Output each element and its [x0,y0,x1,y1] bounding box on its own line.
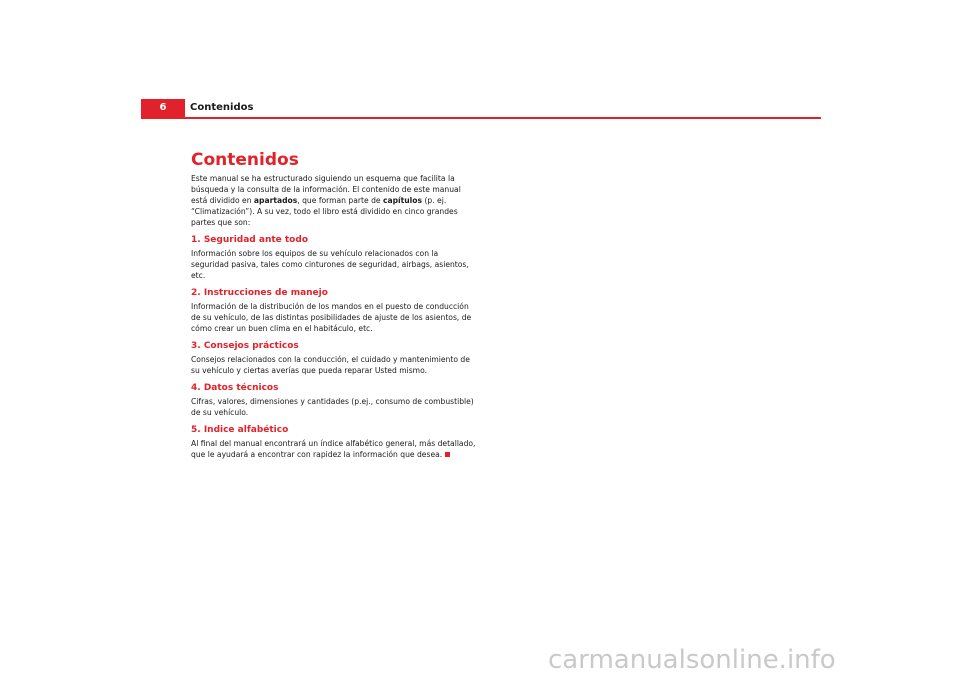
page-header [141,99,821,117]
section-body-5-paragraph [191,438,477,460]
intro-paragraph [191,173,477,228]
page-title: Contenidos [191,150,299,170]
end-of-section-marker-icon [445,452,450,457]
intro-text-b: , que forman parte de [297,196,383,205]
intro-bold-capitulos: capítulos [382,196,423,205]
section-heading-3: 3. Consejos prácticos [191,341,299,351]
header-title: Contenidos [190,102,254,113]
section-heading-1: 1. Seguridad ante todo [191,235,308,245]
header-rule [141,117,821,119]
intro-text-c: (p. ej. “Climatización”). A su vez, todo el libro está dividido en cinco grandes partes que son: [191,196,458,227]
section-body-4: Cifras, valores, dimensiones y cantidades (p.ej., consumo de combustible) de su vehículo. [191,397,474,417]
watermark: carmanualsonline.info [548,645,836,675]
intro-text-a: Este manual se ha estructurado siguiendo un esquema que facilita la búsqueda y la consulta de la información. El contenido de este manual está dividido en [191,174,461,205]
section-body-1: Información sobre los equipos de su vehículo relacionados con la seguridad pasiva, tales como cinturones de seguridad, airbags, asientos, etc. [191,249,469,280]
section-body-3: Consejos relacionados con la conducción, el cuidado y mantenimiento de su vehículo y ciertas averías que pueda reparar Usted mismo. [191,355,470,375]
section-body-2: Información de la distribución de los mandos en el puesto de conducción de su vehículo, de las distintas posibilidades de ajuste de los asientos, de cómo crear un buen clima en el habitáculo, etc. [191,302,472,333]
main-content [191,150,477,460]
section-heading-5: 5. Indice alfabético [191,425,289,435]
section-heading-4: 4. Datos técnicos [191,383,279,393]
section-heading-2: 2. Instrucciones de manejo [191,288,328,298]
page-number: 6 [141,99,185,117]
section-body-5: Al final del manual encontrará un índice alfabético general, más detallado, que le ayudará a encontrar con rapidez la información que desea. [191,439,476,459]
intro-bold-apartados: apartados [253,196,298,205]
